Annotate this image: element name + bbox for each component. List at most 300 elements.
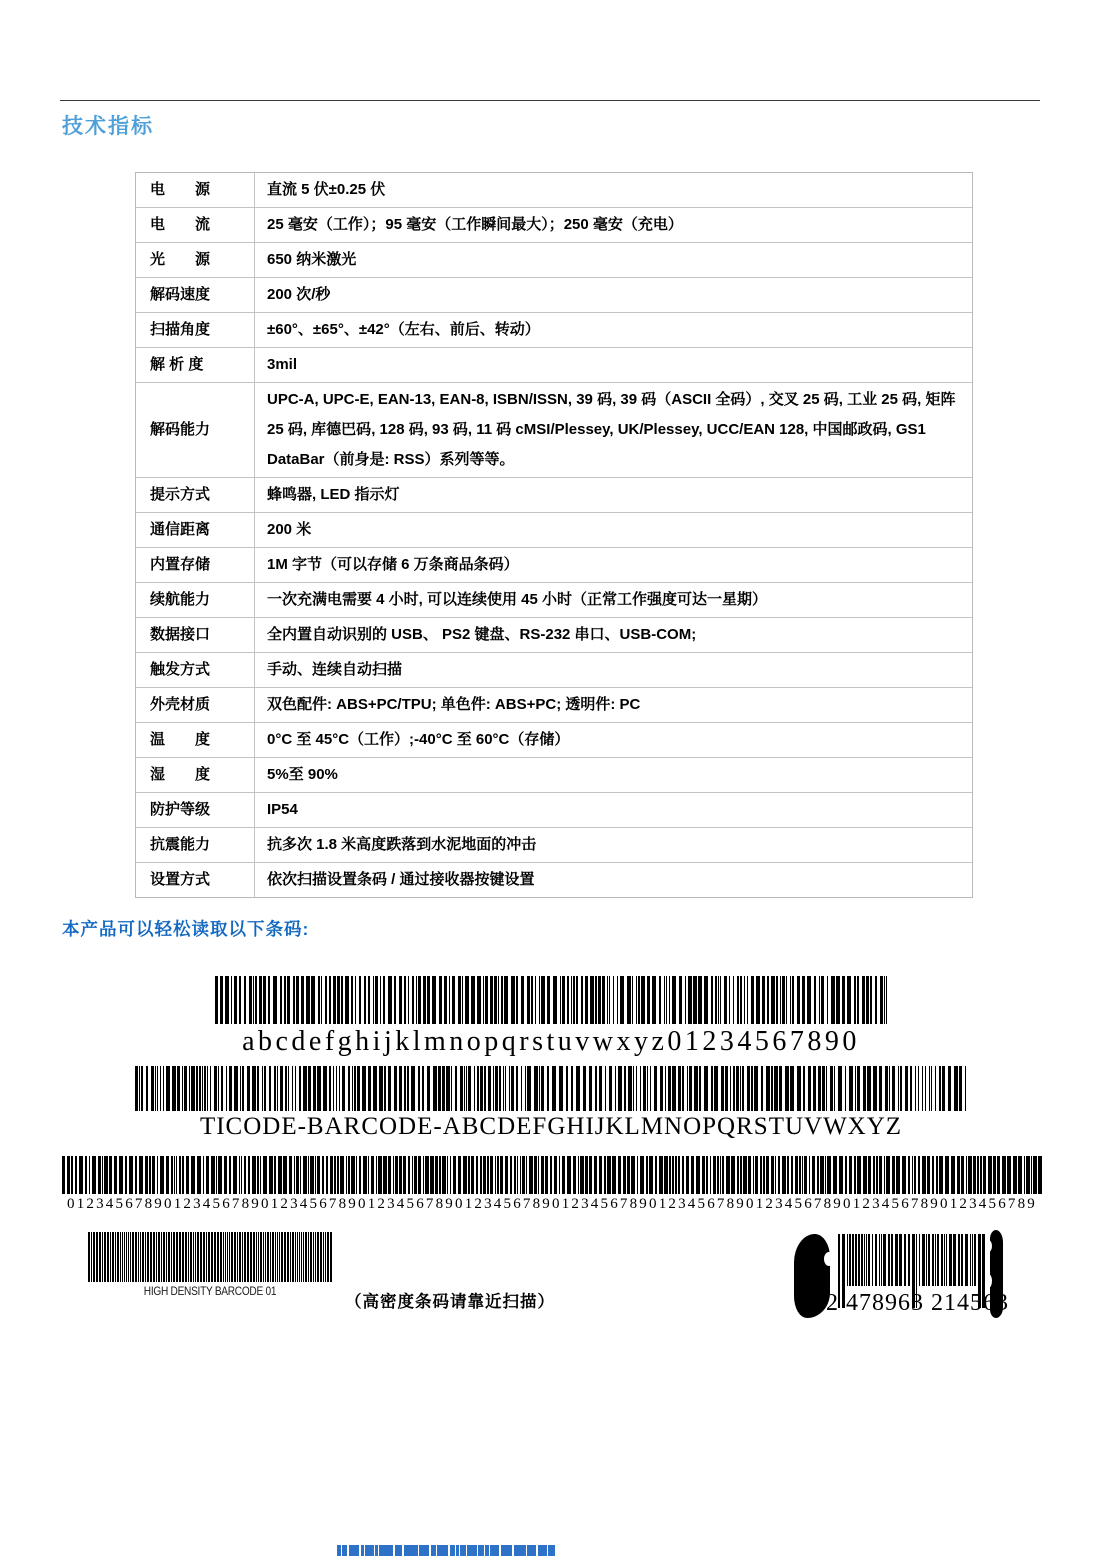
bar xyxy=(299,1232,300,1282)
bar xyxy=(520,1156,521,1194)
bar xyxy=(274,1066,276,1111)
bar xyxy=(839,1156,843,1194)
bar xyxy=(782,976,785,1024)
spec-value: 1M 字节（可以存储 6 万条商品条码） xyxy=(267,556,519,573)
bar xyxy=(359,976,361,1024)
barcode-lowercase-alnum xyxy=(215,976,887,1058)
bar xyxy=(135,1156,137,1194)
bar xyxy=(132,1232,134,1282)
bar xyxy=(562,1156,565,1194)
bar xyxy=(259,976,262,1024)
bar xyxy=(412,976,414,1024)
spec-row xyxy=(136,478,972,513)
bar xyxy=(944,1234,945,1286)
spec-value: 抗多次 1.8 米高度跌落到水泥地面的冲击 xyxy=(267,836,537,853)
bar xyxy=(762,976,765,1024)
barcode-caption: abcdefghijklmnopqrstuvwxyz01234567890 xyxy=(242,1026,860,1057)
bar xyxy=(287,976,290,1024)
bar xyxy=(926,1234,927,1286)
bar xyxy=(550,1156,552,1194)
bar xyxy=(892,1066,895,1111)
bar xyxy=(388,1156,391,1194)
bar xyxy=(884,976,885,1024)
high-density-note: （高密度条码请靠近扫描） xyxy=(345,1293,555,1311)
bar xyxy=(547,976,550,1024)
spec-label: 设置方式 xyxy=(136,863,255,897)
bar xyxy=(918,1156,920,1194)
bar xyxy=(679,976,682,1024)
bar xyxy=(665,1066,666,1111)
bar xyxy=(792,976,794,1024)
bar xyxy=(861,1234,863,1286)
spec-value: 200 米 xyxy=(267,521,312,538)
bar xyxy=(892,1156,895,1194)
bar xyxy=(799,1156,801,1194)
bar xyxy=(427,976,430,1024)
bar xyxy=(737,1156,739,1194)
spec-row xyxy=(136,828,972,863)
bar xyxy=(660,1066,663,1111)
bar xyxy=(218,1156,222,1194)
bar xyxy=(740,976,742,1024)
bar xyxy=(813,1066,816,1111)
bar xyxy=(184,1066,187,1111)
spec-label: 解码能力 xyxy=(136,383,255,477)
bar xyxy=(418,976,421,1024)
bar xyxy=(780,976,781,1024)
bar xyxy=(244,1232,246,1282)
bar xyxy=(260,1156,261,1194)
bar xyxy=(885,1066,888,1111)
bar xyxy=(394,976,396,1024)
barcode-caption: 0123456789012345678901234567890123456789012345678901234567890123456789012345678901234567890123456789 xyxy=(67,1196,1037,1212)
bar xyxy=(710,1156,711,1194)
bar xyxy=(325,976,327,1024)
spec-value: 200 次/秒 xyxy=(267,286,331,303)
bar xyxy=(559,1066,563,1111)
bar xyxy=(225,1232,226,1282)
bar xyxy=(664,1156,668,1194)
bar xyxy=(208,1232,210,1282)
ink-blob-left-icon xyxy=(794,1234,830,1318)
bar xyxy=(112,1232,114,1282)
bar xyxy=(541,1066,544,1111)
bar xyxy=(414,1156,417,1194)
bar xyxy=(273,976,277,1024)
bar xyxy=(193,1232,194,1282)
bar xyxy=(511,1066,514,1111)
bar xyxy=(216,1156,217,1194)
bar xyxy=(1024,1156,1025,1194)
bar xyxy=(790,1066,794,1111)
bar xyxy=(340,1156,344,1194)
spec-value: 650 纳米激光 xyxy=(267,251,357,268)
barcode-bars xyxy=(215,976,887,1024)
bar xyxy=(92,1156,96,1194)
bar xyxy=(437,1545,448,1556)
bar xyxy=(260,1232,262,1282)
bar xyxy=(363,1156,367,1194)
bar xyxy=(371,1156,374,1194)
bar xyxy=(855,1066,856,1111)
bar xyxy=(474,1066,475,1111)
bar xyxy=(242,1066,244,1111)
bar xyxy=(206,1232,207,1282)
bar xyxy=(571,976,572,1024)
bar xyxy=(573,976,575,1024)
bar xyxy=(1026,1156,1030,1194)
bar xyxy=(153,1232,155,1282)
bar xyxy=(229,1232,230,1282)
bar xyxy=(583,1066,586,1111)
bar xyxy=(303,1232,304,1282)
bar xyxy=(231,1232,233,1282)
bar xyxy=(547,1066,549,1111)
bar xyxy=(748,1156,751,1194)
bar xyxy=(182,1232,184,1282)
bar xyxy=(442,1156,446,1194)
bar xyxy=(379,1545,393,1556)
bar xyxy=(715,976,717,1024)
bar xyxy=(171,1232,172,1282)
bar xyxy=(408,976,409,1024)
bar xyxy=(534,1156,537,1194)
bar xyxy=(560,976,561,1024)
bar xyxy=(691,1156,694,1194)
spec-label: 触发方式 xyxy=(136,653,255,687)
bar xyxy=(210,1066,211,1111)
bar xyxy=(802,1156,803,1194)
bar xyxy=(1013,1156,1017,1194)
bar xyxy=(838,1066,842,1111)
bar xyxy=(346,1156,347,1194)
bar xyxy=(694,1066,698,1111)
bar xyxy=(256,1232,257,1282)
bar xyxy=(545,1156,548,1194)
bar xyxy=(453,1156,456,1194)
bar xyxy=(807,976,811,1024)
bar xyxy=(395,1156,398,1194)
bar xyxy=(487,1156,489,1194)
bar xyxy=(303,1066,307,1111)
bar xyxy=(928,1234,930,1286)
bar xyxy=(203,1232,205,1282)
bar xyxy=(640,1156,644,1194)
bar xyxy=(275,1232,276,1282)
bar xyxy=(669,976,670,1024)
spec-row xyxy=(136,723,972,758)
bar xyxy=(306,976,310,1024)
bar xyxy=(751,1066,753,1111)
bar xyxy=(138,1232,139,1282)
bar xyxy=(539,1066,540,1111)
bar xyxy=(206,1156,209,1194)
spec-label: 电 流 xyxy=(136,208,255,242)
bar xyxy=(875,976,877,1024)
bar xyxy=(88,1232,90,1282)
bar xyxy=(704,976,708,1024)
bar xyxy=(480,1066,483,1111)
bar xyxy=(135,1066,138,1111)
bar xyxy=(99,1232,101,1282)
bar xyxy=(595,976,597,1024)
bar xyxy=(152,1156,155,1194)
bar xyxy=(935,1234,936,1286)
bar xyxy=(675,1156,677,1194)
bar xyxy=(412,1156,413,1194)
bar xyxy=(968,1156,972,1194)
bar xyxy=(202,1066,203,1111)
bar xyxy=(849,1156,852,1194)
bar xyxy=(151,1066,154,1111)
bar xyxy=(553,976,557,1024)
bar xyxy=(521,976,524,1024)
bar xyxy=(438,1066,441,1111)
bar xyxy=(407,1066,409,1111)
bar xyxy=(857,976,859,1024)
bar xyxy=(330,1232,332,1282)
bar xyxy=(166,1232,167,1282)
bar xyxy=(395,1545,402,1556)
bar xyxy=(495,1066,498,1111)
bar xyxy=(115,1232,116,1282)
bar xyxy=(242,1232,243,1282)
bar xyxy=(721,1066,724,1111)
bar xyxy=(494,976,497,1024)
bar xyxy=(364,976,366,1024)
bar xyxy=(576,976,578,1024)
bar xyxy=(226,1066,227,1111)
bar xyxy=(961,1156,964,1194)
bar xyxy=(215,976,218,1024)
bar xyxy=(1018,1156,1022,1194)
bar xyxy=(881,1234,882,1286)
bar xyxy=(686,1156,689,1194)
bar xyxy=(872,1234,873,1286)
bar xyxy=(624,1066,626,1111)
top-divider xyxy=(60,100,1040,101)
bar xyxy=(585,1156,588,1194)
bar xyxy=(239,1156,240,1194)
bar xyxy=(163,1066,164,1111)
spec-label: 通信距离 xyxy=(136,513,255,547)
bar xyxy=(493,1066,494,1111)
bar xyxy=(313,1232,314,1282)
bar xyxy=(96,1232,98,1282)
bar xyxy=(725,1066,728,1111)
bar xyxy=(511,976,515,1024)
bar xyxy=(809,1156,810,1194)
bar xyxy=(631,1156,635,1194)
bar xyxy=(125,1156,127,1194)
bar xyxy=(317,1066,321,1111)
bar xyxy=(290,1232,291,1282)
bar xyxy=(476,1156,478,1194)
bar xyxy=(361,1545,364,1556)
bar xyxy=(954,1066,958,1111)
bar xyxy=(767,976,769,1024)
bar xyxy=(672,1066,676,1111)
bar xyxy=(439,976,442,1024)
bar xyxy=(214,1066,217,1111)
bar xyxy=(849,1234,851,1286)
bar xyxy=(171,1156,173,1194)
bar xyxy=(641,976,645,1024)
bar xyxy=(267,1232,269,1282)
bar xyxy=(129,1156,133,1194)
bar xyxy=(277,1232,278,1282)
bar xyxy=(322,1156,324,1194)
bar xyxy=(886,1156,890,1194)
bar xyxy=(117,1232,119,1282)
barcode-long-digits xyxy=(62,1156,1042,1213)
bar xyxy=(953,1234,956,1286)
bar xyxy=(627,1156,630,1194)
spec-row xyxy=(136,513,972,548)
bar xyxy=(480,1156,482,1194)
bar xyxy=(720,1156,721,1194)
bar xyxy=(618,1066,622,1111)
bar xyxy=(234,976,237,1024)
bar xyxy=(265,1232,266,1282)
spec-label: 光 源 xyxy=(136,243,255,277)
barcode-section-heading: 本产品可以轻松读取以下条码: xyxy=(62,919,310,939)
bar xyxy=(578,1156,579,1194)
bar xyxy=(827,976,828,1024)
bar xyxy=(879,1066,882,1111)
bar xyxy=(983,1156,986,1194)
bar xyxy=(124,1232,125,1282)
bar xyxy=(403,1156,406,1194)
bar xyxy=(685,976,686,1024)
bar xyxy=(145,1156,148,1194)
bar xyxy=(589,1066,592,1111)
bar xyxy=(609,1066,612,1111)
bar xyxy=(279,1232,280,1282)
bar xyxy=(567,1156,571,1194)
bar xyxy=(221,1066,223,1111)
bar xyxy=(450,1156,451,1194)
spec-row xyxy=(136,173,972,208)
bar xyxy=(234,1066,238,1111)
bar xyxy=(214,1232,216,1282)
bar xyxy=(418,1066,420,1111)
bar xyxy=(778,1156,780,1194)
bar xyxy=(516,1066,518,1111)
bar xyxy=(845,1156,847,1194)
bar xyxy=(383,1156,387,1194)
bar xyxy=(477,1066,479,1111)
bar xyxy=(195,1232,196,1282)
bar xyxy=(696,1156,700,1194)
bar xyxy=(337,1545,341,1556)
bar xyxy=(329,976,331,1024)
bar xyxy=(618,1156,621,1194)
bar xyxy=(262,1066,263,1111)
bar xyxy=(160,1066,161,1111)
bar xyxy=(668,1066,671,1111)
bar xyxy=(351,1156,355,1194)
bar xyxy=(166,1066,170,1111)
bar xyxy=(150,1232,152,1282)
bar xyxy=(702,1156,705,1194)
bar xyxy=(303,1156,307,1194)
bar xyxy=(666,976,667,1024)
bar xyxy=(182,1156,184,1194)
bar xyxy=(643,1066,646,1111)
bar xyxy=(599,1156,602,1194)
bar xyxy=(706,1156,708,1194)
bar xyxy=(972,1234,973,1286)
bar xyxy=(786,976,787,1024)
bar xyxy=(465,976,469,1024)
bar xyxy=(368,1066,371,1111)
bar xyxy=(620,976,624,1024)
bar xyxy=(977,1156,979,1194)
bar xyxy=(941,1234,943,1286)
spec-value: 依次扫描设置条码 / 通过接收器按键设置 xyxy=(267,871,535,888)
bar xyxy=(359,1156,361,1194)
bar xyxy=(253,976,254,1024)
bar xyxy=(411,1066,415,1111)
bar xyxy=(71,1156,73,1194)
bar xyxy=(373,976,374,1024)
bar xyxy=(263,1156,267,1194)
bar xyxy=(873,1066,877,1111)
bar xyxy=(450,1545,455,1556)
bar xyxy=(774,1066,778,1111)
bar xyxy=(462,976,463,1024)
bar xyxy=(961,1234,963,1286)
bar xyxy=(186,1156,189,1194)
bar xyxy=(308,1156,309,1194)
bar xyxy=(329,1066,331,1111)
spec-value: 手动、连续自动扫描 xyxy=(267,661,403,678)
bar xyxy=(803,1066,805,1111)
bar xyxy=(305,1232,307,1282)
bar xyxy=(449,976,450,1024)
barcode-ean13 xyxy=(790,1228,1009,1323)
bar xyxy=(628,1066,632,1111)
bar xyxy=(455,1066,457,1111)
bar xyxy=(264,1066,266,1111)
bar xyxy=(766,1066,770,1111)
bar xyxy=(589,1156,592,1194)
bar xyxy=(294,1156,295,1194)
bar xyxy=(258,1232,259,1282)
bar xyxy=(585,976,588,1024)
bar xyxy=(325,1232,326,1282)
bar xyxy=(197,1156,201,1194)
bar xyxy=(623,1156,626,1194)
bar xyxy=(755,1156,758,1194)
bar xyxy=(775,1156,776,1194)
bar xyxy=(915,1066,916,1111)
bar xyxy=(927,1156,930,1194)
bar xyxy=(613,976,614,1024)
bar xyxy=(612,1156,616,1194)
bar xyxy=(337,976,340,1024)
bar xyxy=(567,976,569,1024)
bar xyxy=(505,1156,508,1194)
bar xyxy=(362,1066,366,1111)
bar xyxy=(866,1234,867,1286)
bar xyxy=(280,1066,283,1111)
bar xyxy=(672,976,676,1024)
spec-row xyxy=(136,243,972,278)
bar xyxy=(269,1066,271,1111)
spec-value: 全内置自动识别的 USB、 PS2 键盘、RS-232 串口、USB-COM; xyxy=(267,626,697,643)
